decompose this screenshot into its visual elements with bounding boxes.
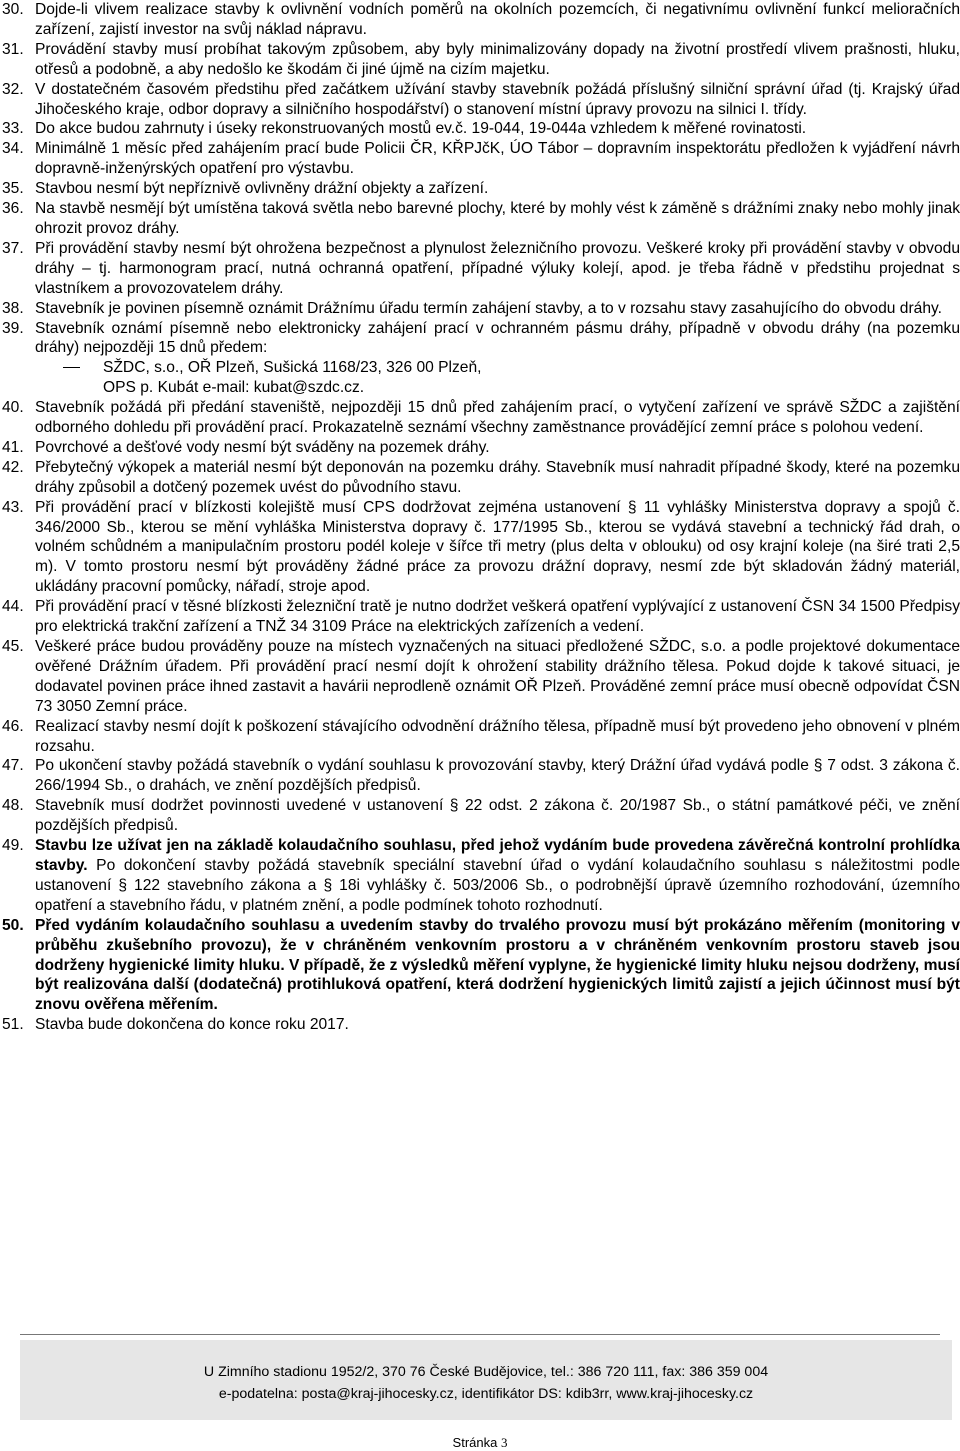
- footer-address: U Zimního stadionu 1952/2, 370 76 České Budějovice, tel.: 386 720 111, fax: 386 359 004: [203, 1364, 769, 1380]
- list-item: [0, 796, 960, 836]
- item-number: 38.: [2, 299, 24, 317]
- contact-item: [35, 358, 960, 378]
- item-text: [35, 836, 960, 916]
- list-item: [0, 119, 960, 139]
- list-item: [0, 717, 960, 757]
- item-number: 36.: [2, 200, 24, 218]
- item-text: Do akce budou zahrnuty i úseky rekonstruovaných mostů ev.č. 19-044, 19-044a vzhledem k měřené rovinatosti.: [35, 120, 807, 138]
- item-number: 35.: [2, 180, 24, 198]
- list-item: [0, 597, 960, 637]
- item-text: Přebytečný výkopek a materiál nesmí být deponován na pozemku dráhy. Stavebník musí nahradit případné škody, které na pozemku dráhy způsobil a dotčený pozemek uvést do původního stavu.: [35, 458, 960, 496]
- item-text: Realizací stavby nesmí dojít k poškození stávajícího odvodnění drážního tělesa, případně musí být provedeno jeho obnovení v plném rozsahu.: [35, 717, 960, 755]
- list-item: [0, 916, 960, 1016]
- item-text: Provádění stavby musí probíhat takovým způsobem, aby byly minimalizovány dopady na životní prostředí vlivem prašnosti, hluku, otřesů a podobně, a aby nedošlo ke škodám či jiné újmě na cizím majetku.: [35, 40, 960, 78]
- item-number: 42.: [2, 458, 24, 476]
- item-text: Po ukončení stavby požádá stavebník o vydání souhlasu k provozování stavby, který Drážní úřad vydává podle § 7 odst. 3 zákona č. 266/1994 Sb., o drahách, ve znění pozdějších předpisů.: [35, 757, 960, 795]
- item-number: 43.: [2, 498, 24, 516]
- item-number: 46.: [2, 717, 24, 735]
- list-item: [0, 498, 960, 598]
- list-item: [0, 319, 960, 359]
- contact-item: [35, 378, 960, 398]
- list-item: [0, 139, 960, 179]
- regular-text: Po dokončení stavby požádá stavebník speciální stavební úřad o vydání kolaudačního souhlasu s náležitostmi podle ustanovení § 122 stavebního zákona a § 18i vyhlášky č. 503/2006 Sb., o podrobnější úpravě územního rozhodování, územního opatření a stavebního řádu, v platném znění, a podle podmínek tohoto rozhodnutí.: [35, 856, 960, 914]
- item-number: 40.: [2, 399, 24, 417]
- list-item: [0, 299, 960, 319]
- list-item: [0, 836, 960, 916]
- item-text: Stavebník musí dodržet povinnosti uvedené v ustanovení § 22 odst. 2 zákona č. 20/1987 Sb., o státní památkové péči, ve znění pozdějších předpisů.: [35, 797, 960, 835]
- item-text: Minimálně 1 měsíc před zahájením prací bude Policii ČR, KŘPJčK, ÚO Tábor – dopravním inspektorátu předložen k vyjádření návrh dopravně-inženýrských opatření pro výstavbu.: [35, 140, 960, 178]
- item-number: 49.: [2, 837, 24, 855]
- page-label: Stránka: [452, 1435, 498, 1450]
- dash-bullet: [63, 367, 80, 368]
- item-text: Veškeré práce budou prováděny pouze na místech vyznačených na situaci předložené SŽDC, s.o. a podle projektové dokumentace ověřené Drážním úřadem. Při provádění prací nesmí dojít k ohrožení stability drážního tělesa. Pokud dojde k takové situaci, je dodavatel povinen práce ihned zastavit a havárii neprodleně oznámit OŘ Plzeň. Prováděné zemní práce musí obecně odpovídat ČSN 73 3050 Zemní práce.: [35, 638, 960, 715]
- item-text: Při provádění stavby nesmí být ohrožena bezpečnost a plynulost železničního provozu. Veškeré kroky při provádění stavby v obvodu dráhy – tj. harmonogram prací, nutná ochranná opatření, případné výluky kolejí, apod. je třeba řádně v předstihu projednat s vlastníkem a provozovatelem dráhy.: [35, 239, 960, 297]
- list-item: [0, 458, 960, 498]
- item-text: Dojde-li vlivem realizace stavby k ovlivnění vodních poměrů na okolních pozemcích, či negativnímu ovlivnění funkcí melioračních zařízení, zajistí investor na svůj náklad nápravu.: [35, 1, 960, 38]
- footer: [20, 1340, 952, 1420]
- bold-text: Stavbu lze užívat jen na základě kolaudačního souhlasu, před jehož vydáním bude provedena závěrečná kontrolní prohlídka stavby.: [35, 837, 960, 874]
- list-item: [0, 199, 960, 239]
- item-number: 30.: [2, 1, 24, 18]
- item-number: 44.: [2, 598, 24, 616]
- item-text: Povrchové a dešťové vody nesmí být sváděny na pozemek dráhy.: [35, 438, 490, 456]
- list-item: [0, 40, 960, 80]
- item-number: 50.: [2, 916, 24, 934]
- item-number: 41.: [2, 438, 24, 456]
- item-number: 34.: [2, 140, 24, 158]
- item-text: Stavebník požádá při předání staveniště, nejpozději 15 dnů před zahájením prací, o vytyčení zařízení ve správě SŽDC a zajištění odborného dohledu při provádění prací. Prokazatelně seznámí všechny zaměstnance provádějící zemní práce s polohou vedení.: [35, 399, 960, 437]
- list-item: [0, 756, 960, 796]
- item-text: Stavebník oznámí písemně nebo elektronicky zahájení prací v ochranném pásmu dráhy, případně v obvodu dráhy (na pozemku dráhy) nejpozději 15 dnů předem:: [35, 319, 960, 357]
- item-text: Před vydáním kolaudačního souhlasu a uvedením stavby do trvalého provozu musí být prokázáno měřením (monitoring v průběhu zkušebního provozu), že v chráněném venkovním prostoru a v chráněném venkovním prostoru staveb jsou dodrženy hygienické limity hluku. V případě, že z výsledků měření vyplyne, že hygienické limity hluku nejsou dodrženy, musí být realizována další (dodatečná) protihluková opatření, která dodržení hygienických limitů zajistí a jejich účinnost musí být znovu ověřena měřením.: [35, 916, 960, 1014]
- list-item: [0, 80, 960, 120]
- contact-text: OPS p. Kubát e-mail: kubat@szdc.cz.: [103, 379, 365, 397]
- list-item: [0, 0, 960, 40]
- list-item: [0, 398, 960, 438]
- item-number: 48.: [2, 797, 24, 815]
- list-item: [0, 637, 960, 717]
- list-item: [0, 1015, 960, 1035]
- item-text: Na stavbě nesmějí být umístěna taková světla nebo barevné plochy, které by mohly vést k záměně s drážními znaky nebo mohly jinak ohrozit provoz dráhy.: [35, 200, 960, 237]
- item-text: Stavbou nesmí být nepříznivě ovlivněny drážní objekty a zařízení.: [35, 180, 489, 198]
- list-item: [0, 438, 960, 458]
- contact-list: [0, 358, 960, 398]
- item-text: V dostatečném časovém předstihu před začátkem užívání stavby stavebník požádá příslušný silniční správní úřad (tj. Krajský úřad Jihočeského kraje, odbor dopravy a silničního hospodářství) o stanovení místní úpravy provozu na silnici I. třídy.: [35, 80, 960, 118]
- item-text: Při provádění prací v blízkosti kolejiště musí CPS dodržovat zejména ustanovení § 11 vyhlášky Ministerstva dopravy a spojů č. 346/2000 Sb., kterou se mění vyhláška Ministerstva dopravy č. 177/1995 Sb., kterou se vydává stavební a technický řád drah, o volném schůdném a manipulačním prostoru podél koleje v šířce tři metry (plus delta v oblouku) od osy krajní koleje (na širé trati 2,5 m). V tomto prostoru nesmí být prováděny žádné práce za provozu drážní dopravy, nesmí zde být skladován žádný materiál, ukládány pracovní pomůcky, nářadí, stroje apod.: [35, 498, 960, 596]
- footer-contact: e-podatelna: posta@kraj-jihocesky.cz, identifikátor DS: kdib3rr, www.kraj-jihocesky.cz: [218, 1385, 754, 1402]
- page-number: [0, 1435, 960, 1451]
- item-number: 33.: [2, 120, 24, 138]
- contact-text: SŽDC, s.o., OŘ Plzeň, Sušická 1168/23, 326 00 Plzeň,: [103, 359, 482, 377]
- item-number: 45.: [2, 638, 24, 655]
- item-number: 51.: [2, 1016, 24, 1034]
- item-number: 31.: [2, 40, 24, 58]
- item-text: Stavebník je povinen písemně oznámit Drážnímu úřadu termín zahájení stavby, a to v rozsahu stavy zasahujícího do obvodu dráhy.: [35, 299, 942, 317]
- footer-divider: [20, 1334, 940, 1335]
- item-number: 39.: [2, 319, 24, 337]
- item-text: Stavba bude dokončena do konce roku 2017.: [35, 1016, 349, 1034]
- item-number: 37.: [2, 239, 24, 257]
- list-item: [0, 239, 960, 299]
- item-number: 47.: [2, 757, 24, 775]
- item-number: 32.: [2, 80, 24, 98]
- list-item: [0, 179, 960, 199]
- page-value: 3: [500, 1435, 508, 1450]
- item-text: Při provádění prací v těsné blízkosti železniční tratě je nutno dodržet veškerá opatření vyplývající z ustanovení ČSN 34 1500 Předpisy pro elektrická trakční zařízení a TNŽ 34 3109 Práce na elektrických zařízeních a vedení.: [35, 598, 960, 636]
